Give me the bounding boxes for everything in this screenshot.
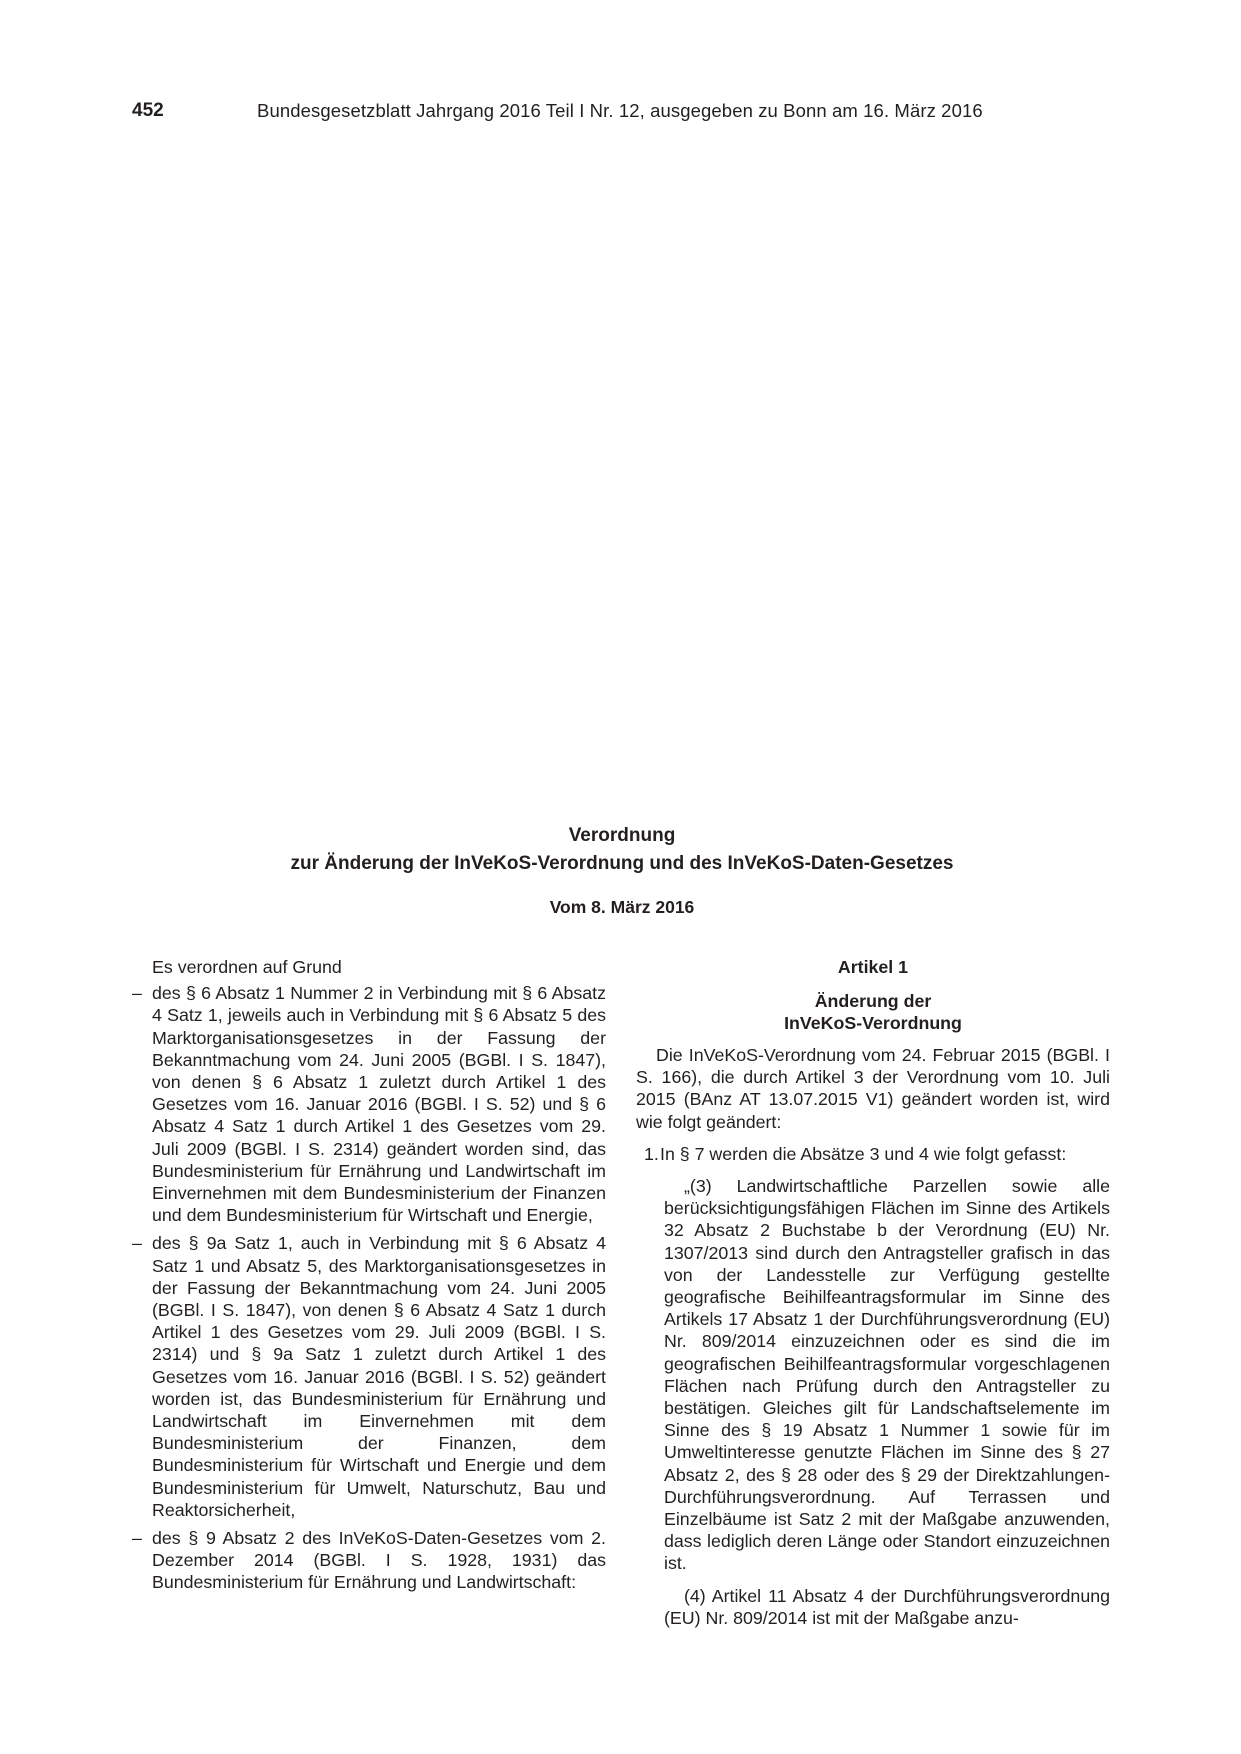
dash-bullet: – [132, 1233, 142, 1254]
document-subtitle: zur Änderung der InVeKoS-Verordnung und des InVeKoS-Daten-Gesetzes [290, 853, 954, 874]
publication-header: Bundesgesetzblatt Jahrgang 2016 Teil I Nr. 12, ausgegeben zu Bonn am 16. März 2016 [257, 100, 983, 121]
article-intro-paragraph: Die InVeKoS-Verordnung vom 24. Februar 2015 (BGBl. I S. 166), die durch Artikel 3 der Verordnung vom 10. Juli 2015 (BAnz AT 13.07.2015 V1) geändert worden ist, wird wie folgt geändert: [636, 1045, 1110, 1132]
page-number: 452 [132, 100, 164, 121]
legal-basis-item [132, 1232, 606, 1521]
article-heading-line: InVeKoS-Verordnung [784, 1013, 962, 1033]
article-heading [636, 990, 1110, 1034]
legal-basis-item [132, 982, 606, 1226]
quoted-paragraph-4: (4) Artikel 11 Absatz 4 der Durchführungsverordnung (EU) Nr. 809/2014 ist mit der Maßgabe anzu- [664, 1585, 1110, 1628]
item-number: 1. [644, 1143, 659, 1164]
legal-basis-text: des § 6 Absatz 1 Nummer 2 in Verbindung mit § 6 Absatz 4 Satz 1, jeweils auch in Verbindung mit § 6 Absatz 5 des Marktorganisationsgesetzes in der Fassung der Bekanntmachung vom 24. Juni 2005 (BGBl. I S. 1847), von denen § 6 Absatz 1 zuletzt durch Artikel 1 des Gesetzes vom 16. Januar 2016 (BGBl. I S. 52) und § 6 Absatz 4 Satz 1 durch Artikel 1 des Gesetzes vom 29. Juli 2009 (BGBl. I S. 2314) geändert worden sind, das Bundesministerium für Ernährung und Landwirtschaft im Einvernehmen mit dem Bundesministerium der Finanzen und dem Bundesministerium für Wirtschaft und Energie, [152, 983, 606, 1226]
right-column [636, 956, 1110, 1629]
article-title: Artikel 1 [837, 957, 909, 977]
legal-basis-text: des § 9a Satz 1, auch in Verbindung mit § 6 Absatz 4 Satz 1 und Absatz 5, des Marktorganisationsgesetzes in der Fassung der Bekanntmachung vom 24. Juni 2005 (BGBl. I S. 1847), von denen § 6 Absatz 4 Satz 1 durch Artikel 1 des Gesetzes vom 29. Juli 2009 (BGBl. I S. 2314) und § 9a Satz 1 zuletzt durch Artikel 1 des Gesetzes vom 16. Januar 2016 (BGBl. I S. 52) geändert worden ist, das Bundesministerium für Ernährung und Landwirtschaft im Einvernehmen mit dem Bundesministerium der Finanzen, dem Bundesministerium für Wirtschaft und Energie und dem Bundesministerium für Umwelt, Naturschutz, Bau und Reaktorsicherheit, [152, 1233, 606, 1520]
left-column [132, 956, 606, 1594]
legal-basis-text: des § 9 Absatz 2 des InVeKoS-Daten-Gesetzes vom 2. Dezember 2014 (BGBl. I S. 1928, 1931) das Bundesministerium für Ernährung und Landwirtschaft: [152, 1528, 606, 1593]
document-title: Verordnung [568, 825, 676, 846]
quoted-paragraph-3: „(3) Landwirtschaftliche Parzellen sowie alle berücksichtigungsfähigen Flächen im Sinne des Artikels 32 Absatz 2 Buchstabe b der Verordnung (EU) Nr. 1307/2013 sind durch den Antragsteller grafisch in das von der Landesstelle zur Verfügung gestellte geografische Beihilfeantragsformular im Sinne des Artikels 17 Absatz 1 der Durchführungsverordnung (EU) Nr. 809/2014 einzuzeichnen oder es sind die im geografischen Beihilfeantragsformular vorgeschlagenen Flächen nach Prüfung durch den Antragsteller zu bestätigen. Gleiches gilt für Landschaftselemente im Sinne des § 19 Absatz 1 Nummer 1 sowie für im Umweltinteresse genutzte Flächen im Sinne des § 27 Absatz 2, des § 28 oder des § 29 der Direktzahlungen-Durchführungsverordnung. Auf Terrassen und Einzelbäume ist Satz 2 mit der Maßgabe anzuwenden, dass lediglich deren Länge oder Standort einzuzeichnen ist. [664, 1176, 1110, 1574]
page-header [132, 98, 1112, 124]
item-text: In § 7 werden die Absätze 3 und 4 wie folgt gefasst: [660, 1143, 1067, 1164]
dash-bullet: – [132, 983, 142, 1004]
preamble-intro: Es verordnen auf Grund [152, 957, 342, 977]
legal-basis-item [132, 1527, 606, 1594]
article-heading-line: Änderung der [814, 991, 932, 1011]
dash-bullet: – [132, 1528, 142, 1549]
amendment-item [636, 1143, 1110, 1165]
document-title-block [132, 822, 1112, 920]
document-date: Vom 8. März 2016 [549, 897, 695, 917]
